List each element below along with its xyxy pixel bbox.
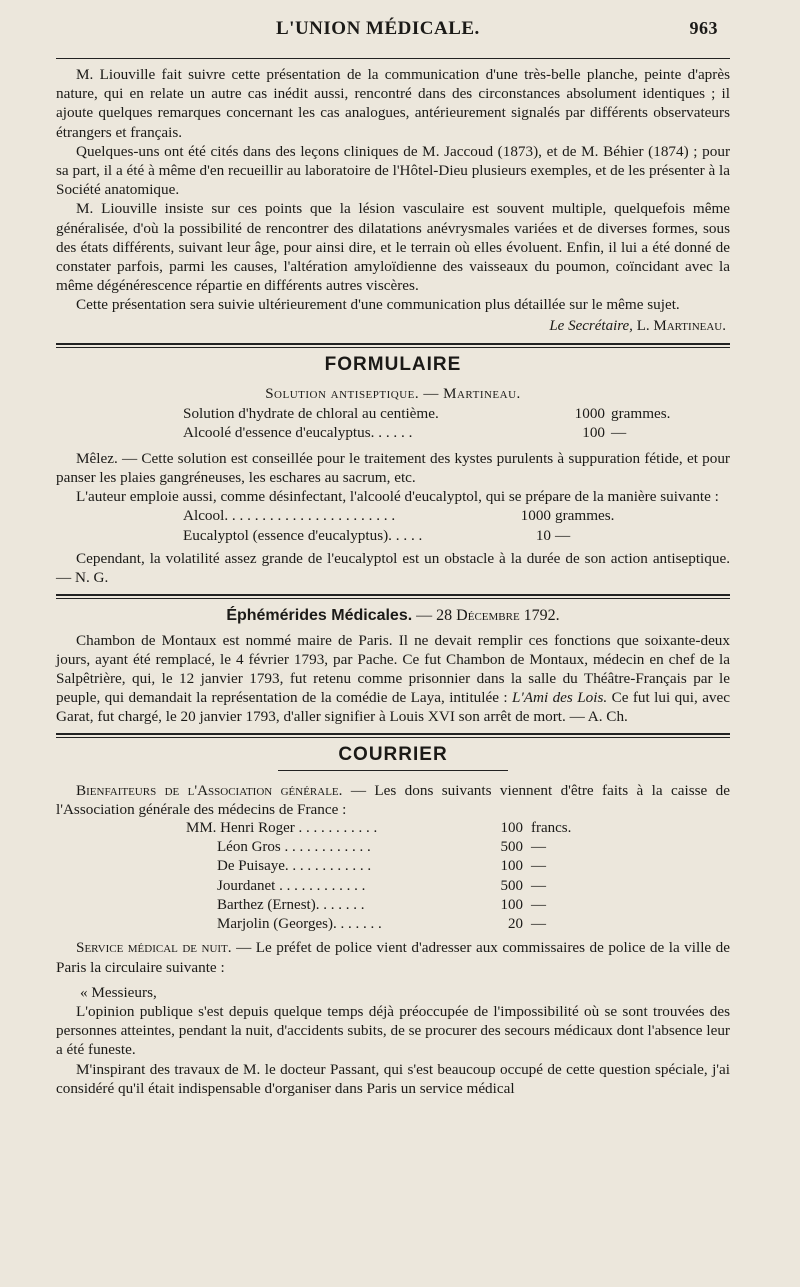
donor-name: De Puisaye. . . . . . . . . . . .	[217, 858, 372, 875]
service-text: — Le préfet de police vient d'adresser aux commissaires de police de la ville de Paris la circulaire suivante :	[56, 939, 730, 976]
ephemerides-paragraph	[56, 631, 730, 727]
donor-amount: 20	[508, 916, 523, 933]
ingredient-name: Alcool. . . . . . . . . . . . . . . . . . . . . . .	[183, 507, 396, 525]
donor-name: Léon Gros . . . . . . . . . . . .	[217, 839, 371, 856]
donor-amount: 100	[500, 896, 523, 913]
formulaire-paragraph-3: Cependant, la volatilité assez grande de l'eucalyptol est un obstacle à la durée de son action antiseptique. — N. G.	[56, 550, 730, 587]
signature-name: L. Martineau.	[636, 317, 726, 334]
donor-amount: 100	[500, 820, 523, 837]
header-rule	[56, 58, 730, 59]
ingredient-unit: grammes.	[555, 507, 615, 525]
letter-paragraph-1: L'opinion publique s'est depuis quelque temps déjà préoccupée de l'impossibilité où se sont trouvées des personnes atteintes, pendant la nuit, d'accidents subits, de se procurer des secours médicaux dont l'absence leur a été funeste.	[56, 1002, 730, 1059]
donor-row	[56, 857, 730, 876]
ephemerides-play-title: L'Ami des Lois.	[512, 689, 608, 707]
bienfaiteurs-label: Bienfaiteurs de l'Association générale.	[76, 781, 343, 799]
ingredient-name: Eucalyptol (essence d'eucalyptus). . . . .	[183, 526, 423, 544]
ephemerides-section	[56, 607, 730, 727]
donor-row	[56, 819, 730, 838]
ephemerides-text-end: Ce fut lui qui, avec Garat, fut chargé, le 20 janvier 1793, d'aller signifier à Louis XVI son arrêt de mort. — A. Ch.	[56, 689, 731, 726]
ingredient-amount: 1000	[520, 507, 551, 525]
letter-salutation: « Messieurs,	[80, 983, 157, 1001]
running-header	[56, 18, 730, 50]
recipe-2	[56, 506, 730, 545]
signature-role: Le Secrétaire,	[549, 317, 633, 334]
intro-paragraph-3: M. Liouville insiste sur ces points que la lésion vasculaire est souvent multiple, quelquefois même généralisée, d'où la possibilité de rencontrer des dilatations anévrysmales variées et de diverses formes, sous des états différents, suivant leur âge, pour ainsi dire, et le terrain où elles évoluent. Enfin, il lui a été donné de constater parfois, parmi les causes, l'altération amyloïdienne des vaisseaux du poumon, coïncidant avec la même dégénérescence répartie en différents autres viscères.	[56, 200, 730, 295]
page-number: 963	[689, 18, 718, 38]
section-divider-3	[56, 733, 730, 738]
courrier-section	[56, 744, 730, 1098]
ingredient-name: Alcoolé d'essence d'eucalyptus. . . . . .	[183, 424, 413, 442]
ingredient-amount: 10	[535, 526, 551, 544]
recipe-1	[56, 404, 730, 443]
donor-name: Jourdanet . . . . . . . . . . . .	[217, 877, 366, 894]
intro-paragraph-4: Cette présentation sera suivie ultérieurement d'une communication plus détaillée sur le même sujet.	[76, 296, 680, 314]
ephemerides-text: Chambon de Montaux est nommé maire de Paris. Il ne devait remplir ces fonctions que soixante-deux jours, ayant été remplacé, le 4 février 1793, par Pache. Ce fut Chambon de Montaux, médecin en chef de la Salpêtrière, qui, le 12 janvier 1793, fut retenu comme prisonnier dans la salle du Théâtre-Français par le peuple, qui demandait la représentation de la comédie de Laya, intitulée :	[56, 631, 730, 707]
recipe-row	[56, 526, 730, 546]
donor-row	[56, 838, 730, 857]
section-divider-2	[56, 594, 730, 599]
donor-unit: —	[531, 896, 546, 913]
donor-unit: —	[531, 916, 546, 933]
service-paragraph	[56, 938, 730, 976]
ephemerides-heading: Éphémérides Médicales.	[226, 606, 413, 624]
formulaire-subheading: Solution antiseptique. — Martineau.	[265, 385, 521, 402]
intro-paragraph-1: M. Liouville fait suivre cette présentation de la communication d'une très-belle planche, peinte d'après nature, qui en relate un autre cas inédit aussi, rencontré dans des circonstances absolument identiques ; il ajoute quelques remarques concernant les cas analogues, antérieurement signalés par différents observateurs étrangers et français.	[56, 66, 730, 141]
donor-name: Barthez (Ernest). . . . . . .	[217, 896, 365, 913]
formulaire-paragraph-2: L'auteur emploie aussi, comme désinfectant, l'alcoolé d'eucalyptol, qui se prépare de la manière suivante :	[76, 488, 719, 506]
donor-amount: 500	[500, 877, 523, 894]
bienfaiteurs-text: — Les dons suivants viennent d'être faits à la caisse de l'Association générale des médecins de France :	[56, 781, 730, 818]
donor-amount: 500	[500, 839, 523, 856]
intro-paragraph-2: Quelques-uns ont été cités dans des leçons cliniques de M. Jaccoud (1873), et de M. Béhier (1874) ; pour sa part, il a été à même d'en recueillir au laboratoire de l'Hôtel-Dieu plusieurs exemples, et de les présenter à la Société anatomique.	[56, 142, 730, 199]
donor-row	[56, 896, 730, 915]
formulaire-heading: FORMULAIRE	[324, 353, 462, 375]
donor-row	[56, 877, 730, 896]
ingredient-amount: 1000	[574, 404, 605, 422]
recipe-row	[56, 506, 730, 526]
bienfaiteurs-paragraph	[56, 781, 730, 819]
donor-list	[56, 819, 730, 934]
section-divider-1	[56, 343, 730, 348]
donor-unit: —	[531, 877, 546, 894]
donor-amount: 100	[500, 858, 523, 875]
donor-unit: francs.	[531, 820, 572, 837]
courrier-heading: COURRIER	[338, 743, 448, 765]
ephemerides-date: — 28 Décembre 1792.	[416, 606, 560, 624]
recipe-row	[183, 423, 730, 443]
service-label: Service médical de nuit.	[76, 939, 232, 957]
donor-name: MM. Henri Roger . . . . . . . . . . .	[186, 820, 378, 837]
signature	[56, 315, 730, 337]
ingredient-unit: —	[611, 424, 627, 442]
formulaire-paragraph-1: Mêlez. — Cette solution est conseillée pour le traitement des kystes purulents à suppuration fétide, et pour panser les plaies gangréneuses, les eschares au sacrum, etc.	[56, 449, 730, 486]
ephemerides-heading-line	[56, 607, 730, 625]
intro-section	[56, 65, 730, 337]
donor-name: Marjolin (Georges). . . . . . .	[217, 916, 382, 933]
ingredient-name: Solution d'hydrate de chloral au centième.	[183, 404, 439, 422]
letter-paragraph-2: M'inspirant des travaux de M. le docteur Passant, qui s'est beaucoup occupé de cette question spéciale, j'ai considéré qu'il était indispensable d'organiser dans Paris un service médical	[56, 1060, 730, 1097]
ingredient-amount: 100	[582, 424, 605, 442]
ingredient-unit: —	[555, 526, 571, 544]
courrier-rule	[278, 770, 508, 771]
donor-unit: —	[531, 839, 546, 856]
formulaire-section	[56, 354, 730, 588]
ingredient-unit: grammes.	[611, 404, 671, 422]
recipe-row	[183, 404, 730, 424]
journal-title: L'UNION MÉDICALE.	[276, 18, 480, 39]
donor-unit: —	[531, 858, 546, 875]
donor-row	[56, 915, 730, 934]
